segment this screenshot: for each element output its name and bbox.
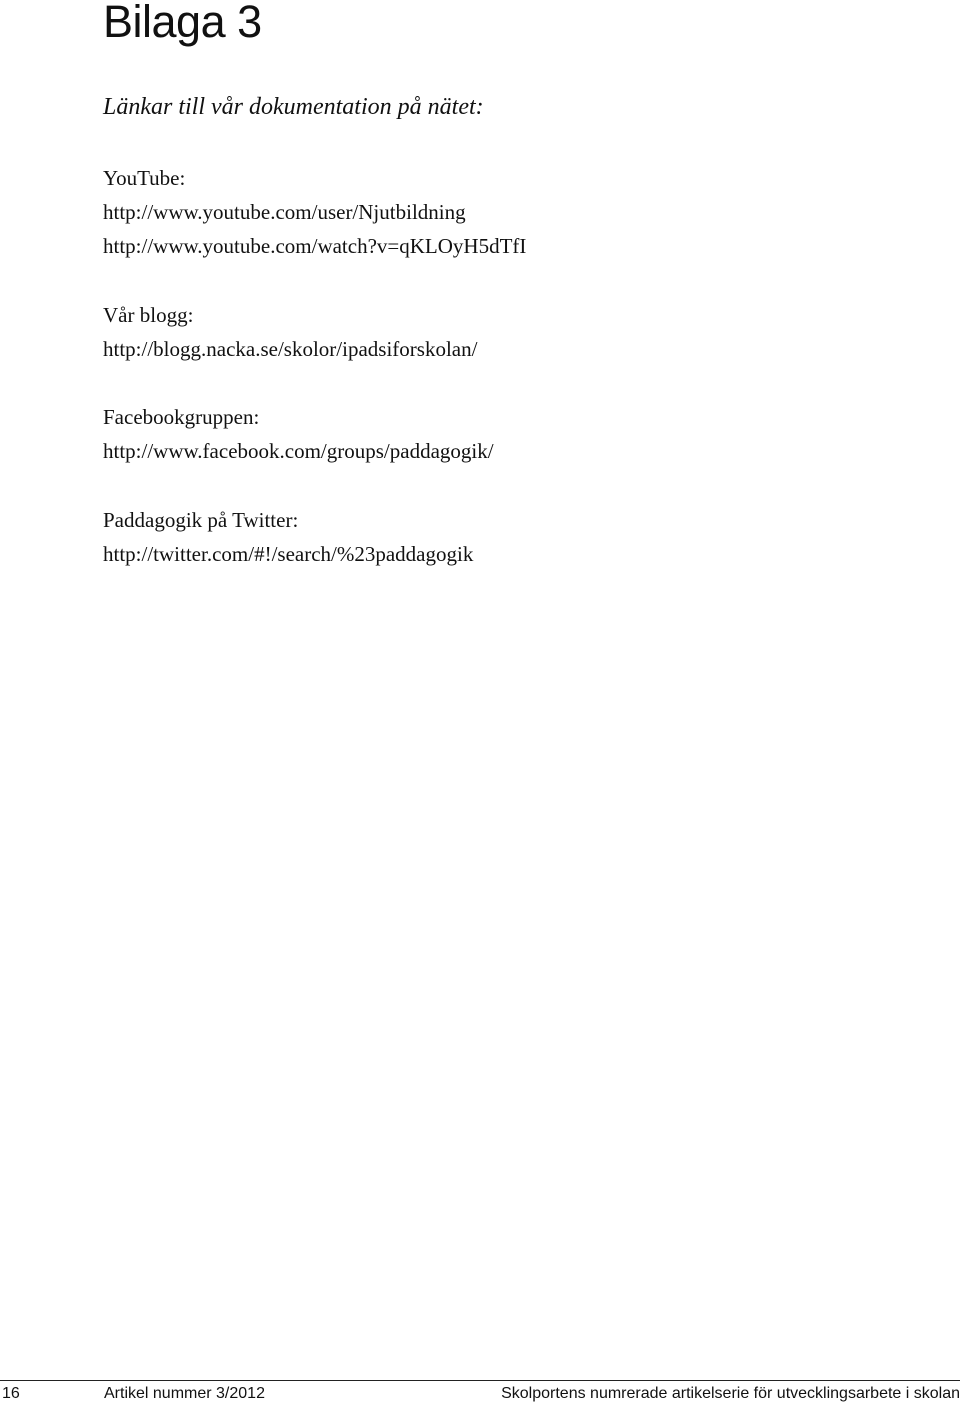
- youtube-channel-link[interactable]: http://www.youtube.com/user/Njutbildning: [103, 200, 466, 224]
- blog-links: [103, 298, 477, 366]
- youtube-video-link[interactable]: http://www.youtube.com/watch?v=qKLOyH5dTfI: [103, 234, 527, 258]
- facebook-label: Facebookgruppen:: [103, 405, 260, 429]
- footer-issue: Artikel nummer 3/2012: [104, 1385, 265, 1402]
- intro-heading: Länkar till vår dokumentation på nätet:: [103, 94, 484, 120]
- blog-label: Vår blogg:: [103, 303, 194, 327]
- twitter-links: [103, 503, 473, 571]
- youtube-links: [103, 161, 526, 263]
- facebook-group-link[interactable]: http://www.facebook.com/groups/paddagogik/: [103, 439, 494, 463]
- twitter-search-link[interactable]: http://twitter.com/#!/search/%23paddagogik: [103, 542, 474, 566]
- footer-page-number: 16: [2, 1385, 20, 1402]
- page-footer: [0, 1380, 960, 1406]
- facebook-links: [103, 400, 494, 468]
- footer-series: Skolportens numrerade artikelserie för utvecklingsarbete i skolan: [501, 1385, 960, 1402]
- twitter-label: Paddagogik på Twitter:: [103, 508, 299, 532]
- blog-link[interactable]: http://blogg.nacka.se/skolor/ipadsiforskolan/: [103, 337, 478, 361]
- page-title: Bilaga 3: [103, 0, 262, 47]
- youtube-label: YouTube:: [103, 166, 186, 190]
